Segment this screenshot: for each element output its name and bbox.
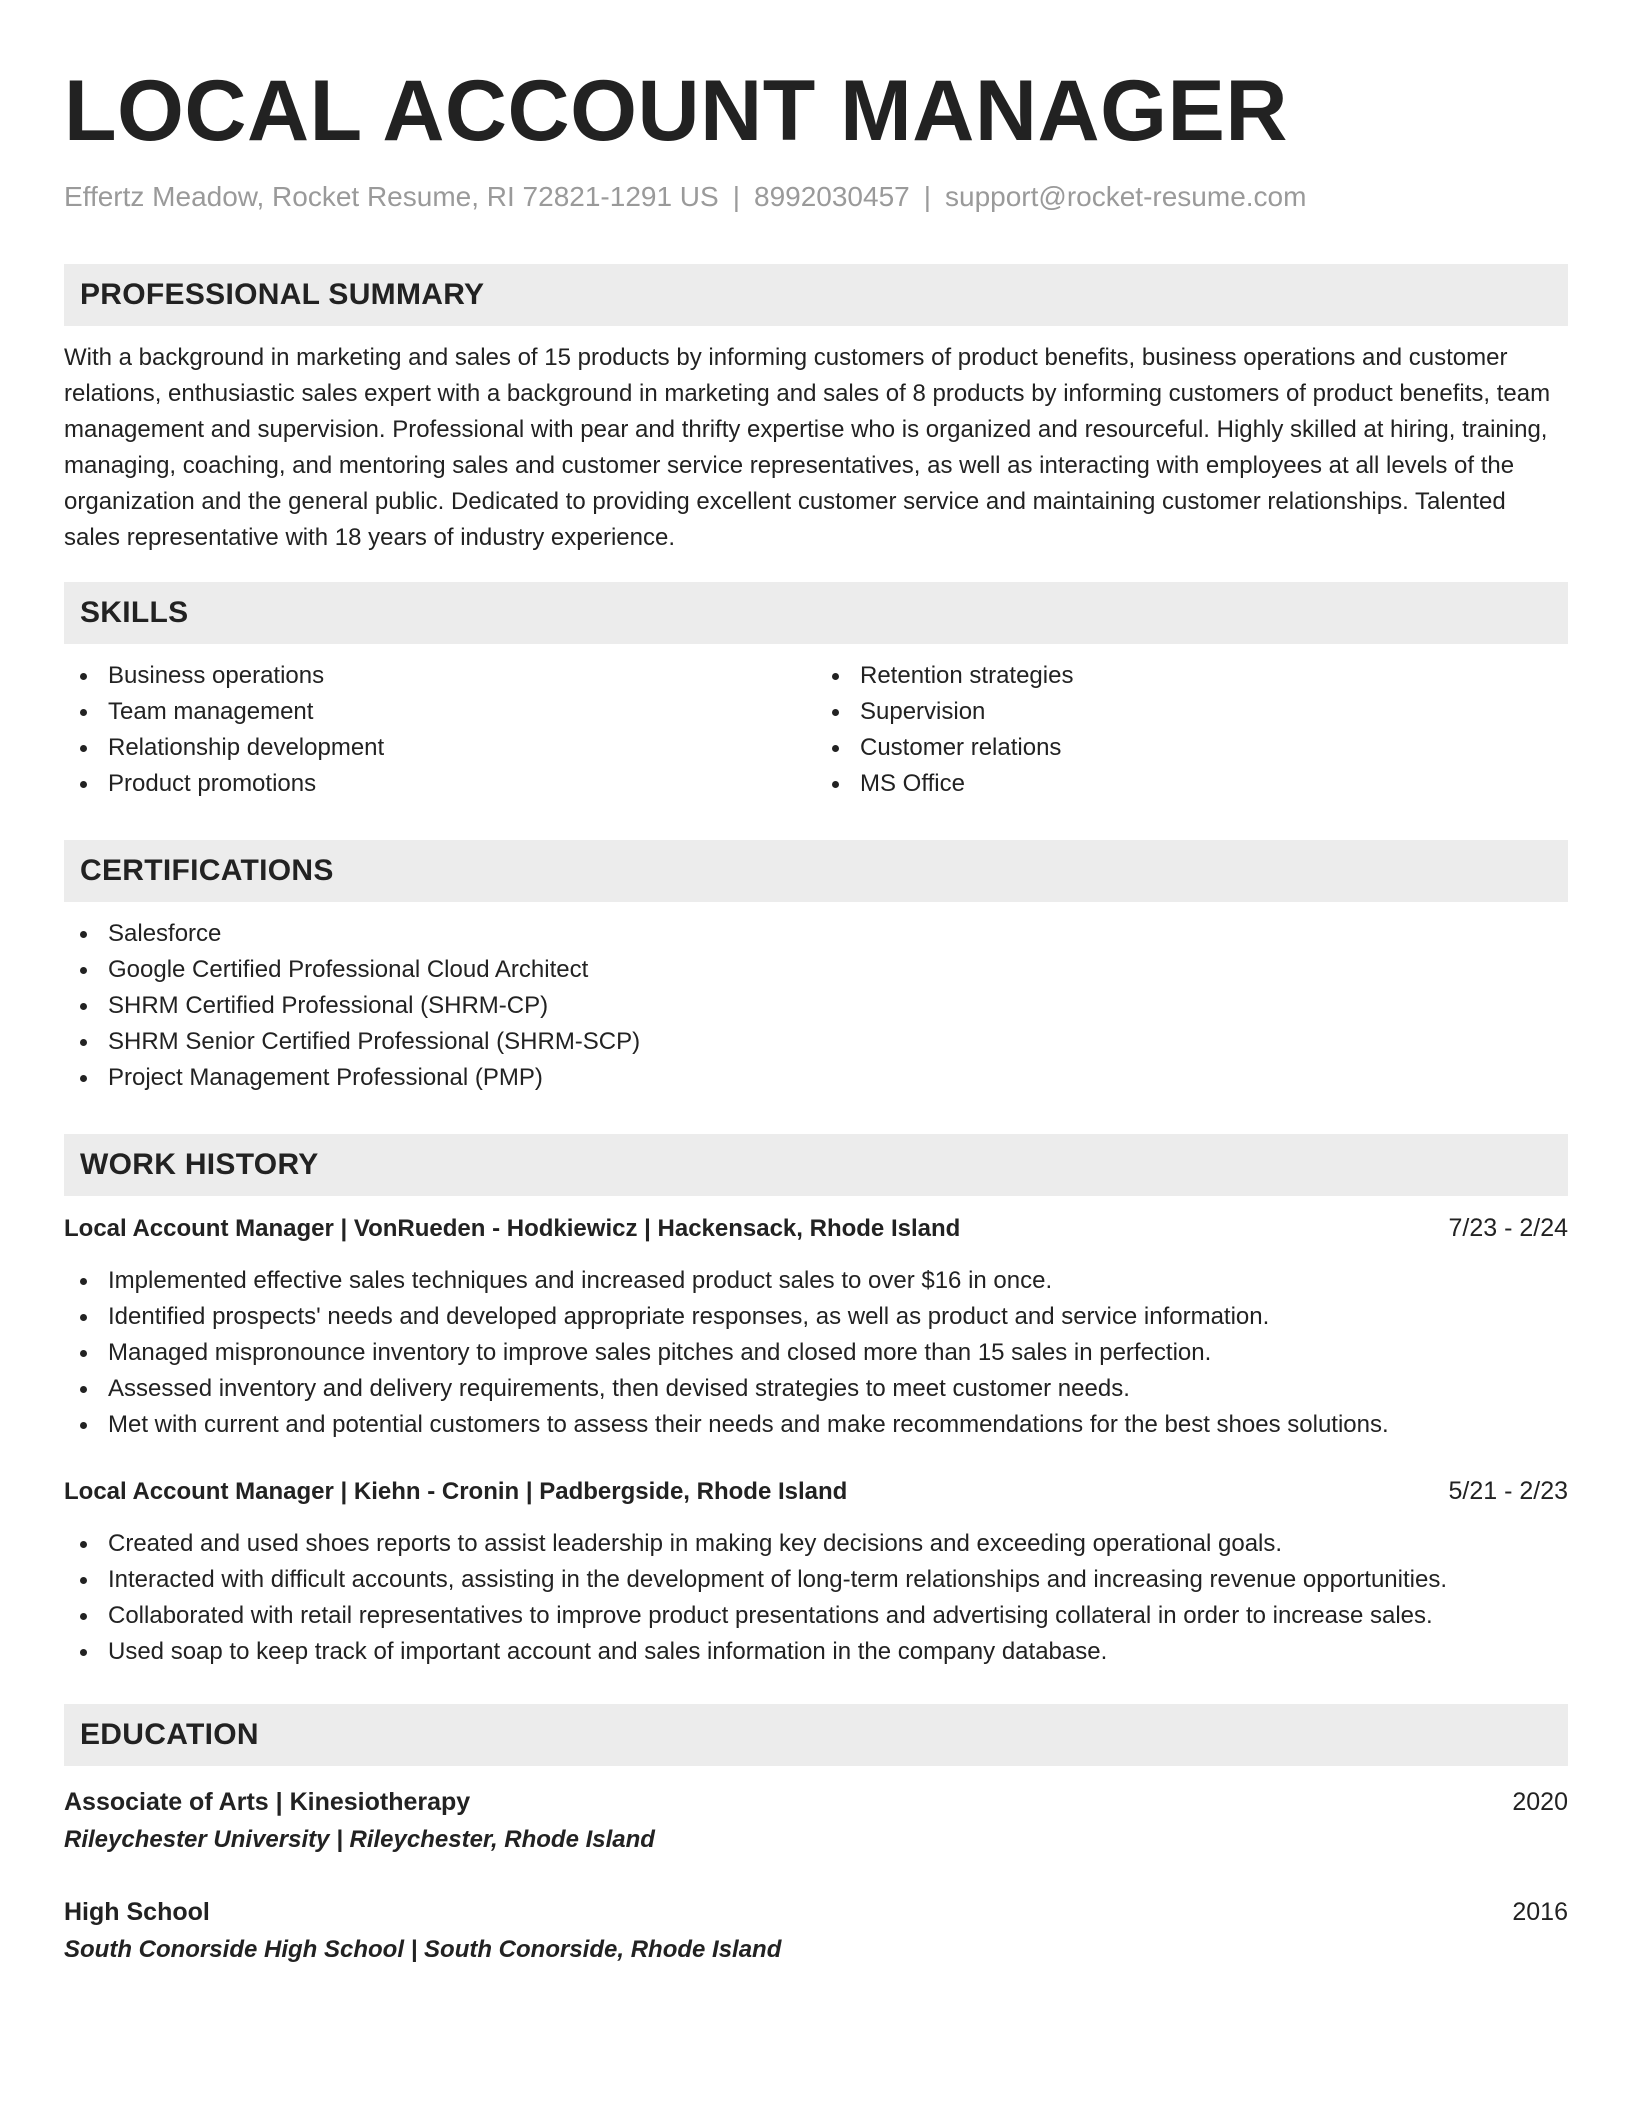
certification-item: SHRM Certified Professional (SHRM-CP) — [64, 988, 1568, 1024]
skill-item: Product promotions — [64, 766, 816, 802]
job-entry — [64, 1473, 1568, 1670]
education-year: 2016 — [1512, 1897, 1568, 1926]
section-header-certifications: CERTIFICATIONS — [64, 840, 1568, 902]
certification-item: Salesforce — [64, 916, 1568, 952]
job-header — [64, 1210, 1568, 1247]
job-bullet: Used soap to keep track of important account and sales information in the company database. — [64, 1634, 1568, 1670]
skills-column-right — [816, 658, 1568, 802]
certification-item: Google Certified Professional Cloud Architect — [64, 952, 1568, 988]
skill-item: Team management — [64, 694, 816, 730]
contact-email: support@rocket-resume.com — [945, 181, 1307, 212]
skills-list-right — [816, 658, 1568, 802]
skill-item: Business operations — [64, 658, 816, 694]
job-entry — [64, 1210, 1568, 1443]
education-school: South Conorside High School | South Conorside, Rhode Island — [64, 1935, 782, 1963]
job-header — [64, 1473, 1568, 1510]
skill-item: Retention strategies — [816, 658, 1568, 694]
job-bullet: Assessed inventory and delivery requirements, then devised strategies to meet customer needs. — [64, 1371, 1568, 1407]
education-degree: High School — [64, 1897, 210, 1926]
job-title: Local Account Manager | VonRueden - Hodkiewicz | Hackensack, Rhode Island — [64, 1214, 961, 1242]
section-header-summary: PROFESSIONAL SUMMARY — [64, 264, 1568, 326]
skill-item: MS Office — [816, 766, 1568, 802]
section-header-skills: SKILLS — [64, 582, 1568, 644]
job-bullets — [64, 1526, 1568, 1670]
contact-separator: | — [732, 181, 740, 212]
education-degree: Associate of Arts | Kinesiotherapy — [64, 1787, 471, 1816]
education-entry — [64, 1894, 1568, 1968]
contact-line — [64, 180, 1568, 214]
certification-item: SHRM Senior Certified Professional (SHRM-SCP) — [64, 1024, 1568, 1060]
skill-item: Supervision — [816, 694, 1568, 730]
education-header — [64, 1784, 1568, 1820]
job-bullets — [64, 1263, 1568, 1443]
skills-grid — [64, 658, 1568, 802]
education-entry — [64, 1784, 1568, 1858]
job-title: Local Account Manager | Kiehn - Cronin | Padbergside, Rhode Island — [64, 1477, 848, 1505]
contact-address: Effertz Meadow, Rocket Resume, RI 72821-1291 US — [64, 181, 719, 212]
skills-list-left — [64, 658, 816, 802]
contact-phone: 8992030457 — [754, 181, 910, 212]
resume-name-heading: LOCAL ACCOUNT MANAGER — [64, 63, 1288, 159]
contact-separator: | — [923, 181, 932, 212]
job-bullet: Interacted with difficult accounts, assisting in the development of long-term relationships and increasing revenue opportunities. — [64, 1562, 1568, 1598]
job-dates: 7/23 - 2/24 — [1448, 1213, 1568, 1242]
section-header-work-history: WORK HISTORY — [64, 1134, 1568, 1196]
job-bullet: Created and used shoes reports to assist leadership in making key decisions and exceeding operational goals. — [64, 1526, 1568, 1562]
job-dates: 5/21 - 2/23 — [1448, 1476, 1568, 1505]
education-year: 2020 — [1512, 1787, 1568, 1816]
job-bullet: Managed mispronounce inventory to improve sales pitches and closed more than 15 sales in perfection. — [64, 1335, 1568, 1371]
job-bullet: Met with current and potential customers to assess their needs and make recommendations for the best shoes solutions. — [64, 1407, 1568, 1443]
job-bullet: Implemented effective sales techniques and increased product sales to over $16 in once. — [64, 1263, 1568, 1299]
certification-item: Project Management Professional (PMP) — [64, 1060, 1568, 1096]
job-bullet: Collaborated with retail representatives to improve product presentations and advertising collateral in order to increase sales. — [64, 1598, 1568, 1634]
education-header — [64, 1894, 1568, 1930]
skill-item: Relationship development — [64, 730, 816, 766]
education-school: Rileychester University | Rileychester, Rhode Island — [64, 1825, 655, 1853]
certifications-list — [64, 916, 1568, 1096]
skills-column-left — [64, 658, 816, 802]
summary-text: With a background in marketing and sales of 15 products by informing customers of product benefits, business operations and customer relations, enthusiastic sales expert with a background in marketing and sales of 8 products by informing customers of product benefits, team management and supervision. Professional with pear and thrifty expertise who is organized and resourceful. Highly skilled at hiring, training, managing, coaching, and mentoring sales and customer service representatives, as well as interacting with employees at all levels of the organization and the general public. Dedicated to providing excellent customer service and maintaining customer relationships. Talented sales representative with 18 years of industry experience. — [64, 343, 1551, 551]
job-bullet: Identified prospects' needs and developed appropriate responses, as well as product and service information. — [64, 1299, 1568, 1335]
section-header-education: EDUCATION — [64, 1704, 1568, 1766]
skill-item: Customer relations — [816, 730, 1568, 766]
